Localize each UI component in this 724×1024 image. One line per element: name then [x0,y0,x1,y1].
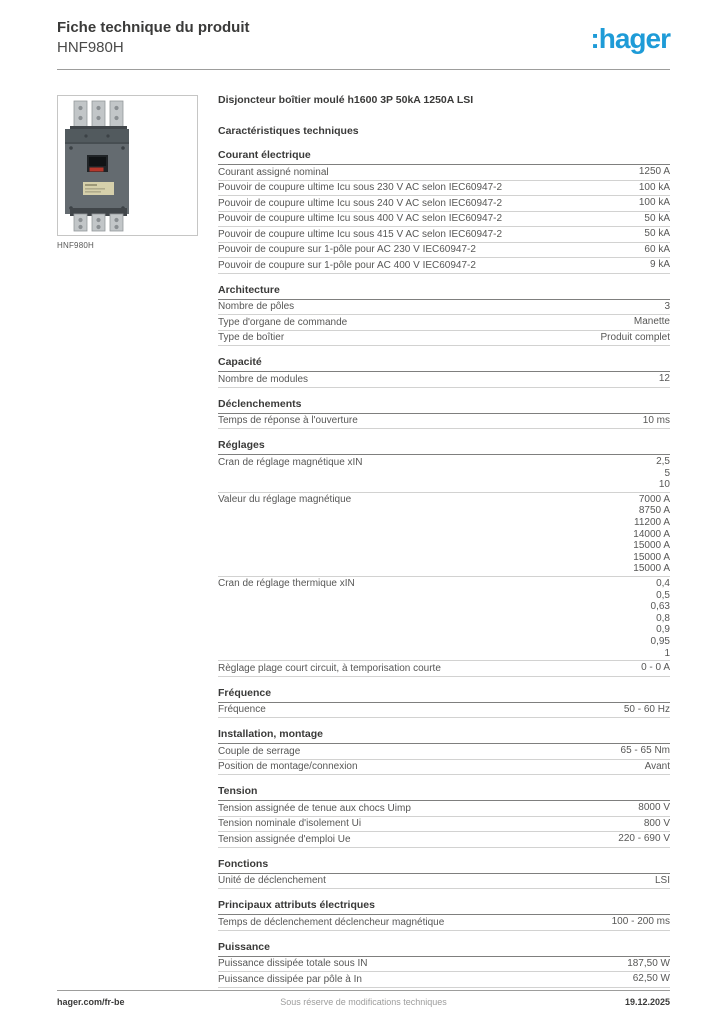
spec-values [621,494,670,575]
spec-value: 62,50 W [632,973,670,985]
footer [57,997,670,1007]
spec-label: Temps de déclenchement déclencheur magnétique [218,916,445,928]
spec-row [218,760,670,776]
spec-values [609,745,670,757]
spec-label: Tension nominale d'isolement Ui [218,818,362,830]
spec-section [218,357,670,388]
product-reference: HNF980H [57,39,124,56]
spec-row [218,212,670,228]
spec-values [627,166,670,178]
spec-values [647,373,670,385]
spec-value: 0,9 [656,624,670,636]
spec-label: Nombre de modules [218,373,309,385]
section-title: Principaux attributs électriques [218,900,670,915]
spec-row [218,331,670,347]
spec-label: Cran de réglage magnétique xIN [218,456,363,468]
circuit-breaker-illustration [58,96,197,235]
spec-values [638,259,670,271]
spec-row [218,181,670,197]
hager-logo: :hager [590,23,670,54]
spec-value: 10 [658,479,670,491]
section-title: Architecture [218,285,670,300]
spec-values [632,244,670,256]
section-title: Installation, montage [218,729,670,744]
spec-label: Tension assignée d'emploi Ue [218,833,351,845]
spec-section [218,859,670,890]
spec-label: Cran de réglage thermique xIN [218,578,355,590]
spec-row [218,661,670,677]
spec-label: Règlage plage court circuit, à temporisation courte [218,662,441,674]
spec-section [218,150,670,274]
spec-value: 3 [664,300,670,312]
spec-row [218,832,670,848]
section-title: Déclenchements [218,399,670,414]
spec-values [644,456,670,491]
spec-value: 50 kA [644,212,670,224]
spec-value: Manette [633,316,670,327]
spec-section [218,285,670,347]
spec-value: 0 - 0 A [641,662,670,674]
spec-sections [218,150,670,988]
spec-row [218,801,670,817]
spec-label: Valeur du réglage magnétique [218,494,352,506]
spec-value: 100 kA [638,181,670,193]
spec-section [218,786,670,848]
spec-values [643,875,670,887]
spec-value: Produit complet [600,331,670,343]
spec-value: LSI [654,874,670,886]
spec-label: Pouvoir de coupure ultime Icu sous 240 V AC selon IEC60947-2 [218,197,503,209]
product-image [57,95,198,236]
spec-label: Puissance dissipée par pôle à In [218,973,362,985]
spec-label: Type de boîtier [218,332,285,343]
spec-label: Position de montage/connexion [218,761,358,773]
spec-value: 0,4 [656,577,670,589]
spec-row [218,414,670,430]
spec-section [218,900,670,931]
spec-value: 15000 A [633,551,670,563]
spec-row [218,915,670,931]
spec-value: 0,8 [656,612,670,624]
spec-values [632,213,670,225]
footer-website: hager.com/fr-be [57,997,125,1007]
spec-label: Tension assignée de tenue aux chocs Uimp [218,802,411,814]
spec-label: Temps de réponse à l'ouverture [218,415,358,426]
product-image-column [57,95,198,250]
spec-value: 0,5 [656,589,670,601]
spec-value: 11200 A [634,516,670,528]
section-title: Courant électrique [218,150,670,165]
spec-value: 1250 A [638,166,670,177]
spec-values [639,578,670,659]
section-title: Fréquence [218,688,670,703]
spec-value: 65 - 65 Nm [620,745,670,757]
spec-label: Pouvoir de coupure ultime Icu sous 230 V AC selon IEC60947-2 [218,182,503,193]
spec-values [632,818,670,830]
spec-section [218,688,670,719]
tech-characteristics-heading: Caractéristiques techniques [218,125,359,137]
spec-value: 220 - 690 V [618,833,670,845]
spec-label: Fréquence [218,704,266,716]
spec-values [632,228,670,240]
spec-label: Pouvoir de coupure ultime Icu sous 400 V AC selon IEC60947-2 [218,213,503,224]
spec-value: 1 [664,647,670,659]
spec-row [218,972,670,988]
section-title: Tension [218,786,670,801]
spec-row [218,874,670,890]
spec-value: 100 kA [638,197,670,208]
spec-row [218,703,670,719]
spec-values [621,973,670,985]
spec-values [612,704,670,716]
spec-row [218,493,670,577]
section-title: Puissance [218,942,670,957]
product-image-caption: HNF980H [57,241,94,250]
section-title: Réglages [218,440,670,455]
spec-value: 14000 A [633,528,670,540]
spec-row [218,196,670,212]
spec-label: Pouvoir de coupure sur 1-pôle pour AC 230 V IEC60947-2 [218,244,476,255]
spec-row [218,258,670,274]
spec-values [629,662,670,674]
spec-label: Type d'organe de commande [218,316,348,328]
spec-values [627,197,670,209]
spec-row [218,165,670,181]
spec-values [631,415,670,427]
spec-section [218,942,670,988]
header [57,18,670,58]
spec-value: 0,63 [650,601,670,613]
spec-row [218,300,670,316]
spec-row [218,372,670,388]
spec-label: Courant assigné nominal [218,166,329,178]
spec-values [600,916,670,928]
spec-row [218,227,670,243]
spec-label: Pouvoir de coupure ultime Icu sous 415 V AC selon IEC60947-2 [218,228,503,240]
spec-label: Unité de déclenchement [218,875,326,887]
spec-row [218,957,670,973]
spec-values [652,301,670,313]
section-title: Capacité [218,357,670,372]
spec-column [218,95,670,999]
spec-value: 100 - 200 ms [611,916,670,928]
page-title: Fiche technique du produit [57,19,250,36]
spec-row [218,243,670,259]
spec-value: 187,50 W [627,957,670,969]
spec-value: Avant [644,760,670,772]
header-divider [57,69,670,70]
spec-value: 8750 A [638,505,670,517]
spec-value: 8000 V [638,802,670,814]
spec-value: 12 [658,373,670,384]
spec-row [218,577,670,661]
spec-value: 50 - 60 Hz [623,703,670,715]
spec-values [633,761,670,773]
spec-label: Nombre de pôles [218,301,295,312]
spec-section [218,399,670,430]
spec-value: 5 [664,467,670,479]
spec-row [218,744,670,760]
section-title: Fonctions [218,859,670,874]
spec-value: 2,5 [656,456,670,467]
spec-values [606,833,670,845]
spec-section [218,440,670,677]
spec-value: 800 V [643,817,670,829]
footer-disclaimer: Sous réserve de modifications techniques [280,997,447,1007]
spec-row [218,817,670,833]
spec-value: 9 kA [649,259,670,270]
spec-label: Puissance dissipée totale sous IN [218,958,368,970]
spec-value: 15000 A [633,563,670,575]
spec-value: 15000 A [633,540,670,552]
product-description-title: Disjoncteur boîtier moulé h1600 3P 50kA 1250A LSI [218,94,474,106]
spec-row [218,315,670,331]
spec-value: 50 kA [644,228,670,239]
spec-values [622,316,670,328]
spec-values [615,958,670,970]
spec-value: 0,95 [650,635,670,647]
spec-label: Couple de serrage [218,745,301,757]
spec-value: 7000 A [638,493,670,505]
spec-section [218,729,670,775]
spec-label: Pouvoir de coupure sur 1-pôle pour AC 400 V IEC60947-2 [218,259,476,271]
spec-values [589,332,670,344]
spec-value: 60 kA [644,243,670,255]
footer-divider [57,990,670,991]
footer-date: 19.12.2025 [624,997,670,1007]
spec-row [218,455,670,493]
spec-value: 10 ms [642,414,670,426]
spec-values [627,182,670,194]
spec-values [626,802,670,814]
